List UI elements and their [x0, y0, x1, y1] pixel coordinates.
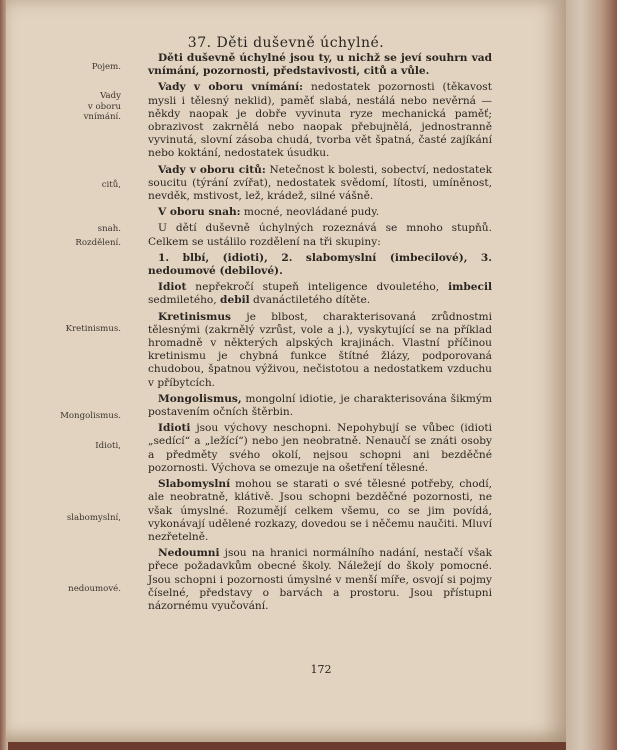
term-debil: debil — [220, 294, 250, 307]
text-slabomyslni: mohou se starati o své tělesné potřeby, chodí, ale neobratně, klátivě. Jsou schopni bezděčné pozornosti, ne však úmyslné. Rozumějí celkem všemu, co se jim povídá, vykonávají udělené rozkazy, dovedou se i něčemu naučiti. Mluví nezřetelně. — [148, 478, 492, 543]
lead-idioti: Idioti — [158, 422, 191, 435]
lead-snah: V oboru snah: — [158, 206, 241, 219]
paragraph-mongolismus — [148, 393, 492, 419]
paragraph-definition: Děti duševně úchylné jsou ty, u nichž se jeví souhrn vad vnímání, pozornosti, představivosti, citů a vůle. — [148, 52, 492, 78]
margin-note-pojem: Pojem. — [91, 62, 121, 72]
text-vady-vnimani: nedostatek pozornosti (těkavost mysli i tělesný neklid), paměť slabá, nestálá nebo nevěrná — někdy naopak je dobře vyvinuta ryze mechanická paměť; obrazivost zakrnělá nebo naopak přebujnělá, jednostranně vyvinutá, slovní zásoba chudá, tvorba vět špatná, časté zajíkání nebo koktání, nedostatek úsudku. — [148, 81, 492, 160]
term-imbecil: imbecil — [448, 281, 492, 294]
text-nedoumni: jsou na hranici normálního nadání, nestačí však přece požadavkům obecné školy. Náležejí do školy pomocné. Jsou schopni i pozornosti úmyslné v menší míře, osvojí si pojmy číselné, představy o barvách a prostoru. Jsou přístupni názornému vyučování. — [148, 547, 492, 612]
text-idioti: jsou výchovy neschopni. Nepohybují se vůbec (idioti „sedící“ a „ležící“) nebo jen neobratně. Nenaučí se znáti osoby a předměty svého okolí, nejsou schopni ani bezděčné pozornosti. Výchova se omezuje na ošetření tělesné. — [148, 422, 492, 474]
text-inteligence-c: dvanáctiletého dítěte. — [249, 294, 371, 307]
book-fore-edge — [566, 0, 617, 750]
paragraph-vady-vnimani — [148, 81, 492, 160]
margin-note-kretinismus: Kretinismus. — [65, 324, 121, 334]
paragraph-idioti — [148, 422, 492, 475]
paragraph-kretinismus — [148, 311, 492, 390]
text-vady-citu: Netečnost k bolesti, sobectví, nedostatek soucitu (týrání zvířat), nedostatek svědomí, lítosti, umíněnost, nevděk, mstivost, lež, krádež, silné vášně. — [148, 163, 492, 203]
margin-note-idioti: Idioti, — [95, 441, 121, 451]
book-page — [6, 0, 566, 742]
page-number: 172 — [310, 663, 332, 676]
text-kretinismus: je blbost, charakterisovaná zrůdnostmi tělesnými (zakrnělý vzrůst, vole a j.), vyskytující se na příklad hromadně v některých alpských krajinách. Vlastní příčinou kretinismu je chybná funkce štítné žlázy, podporovaná chudobou, špatnou výživou, nečistotou a nedostatkem vzduchu v příbytcích. — [148, 310, 492, 389]
text-inteligence-b: sedmiletého, — [148, 294, 221, 307]
margin-note-citu: citů, — [101, 180, 121, 190]
body-text — [148, 52, 492, 616]
lead-vady-citu: Vady v oboru citů: — [158, 163, 266, 176]
margin-note-snah: snah. — [97, 224, 121, 234]
text-snah: mocné, neovládané pudy. — [240, 206, 380, 219]
term-idiot: Idiot — [158, 281, 187, 294]
paragraph-vady-citu — [148, 164, 492, 204]
paragraph-inteligence — [148, 281, 492, 307]
lead-mongolismus: Mongolismus, — [158, 392, 242, 405]
text-mongolismus: mongolní idiotie, je charakterisována šikmým postavením očních štěrbin. — [148, 392, 492, 419]
margin-note-vady-vnimani: Vady v oboru vnímání. — [83, 91, 121, 122]
text-inteligence-a: nepřekročí stupeň inteligence dvouletého, — [186, 281, 449, 294]
paragraph-rozdeleni: U dětí duševně úchylných rozeznává se mnoho stupňů. Celkem se ustálilo rozdělení na tři skupiny: — [148, 222, 492, 248]
paragraph-nedoumni — [148, 547, 492, 613]
lead-slabomyslni: Slabomyslní — [158, 478, 231, 491]
margin-note-rozdeleni: Rozdělení. — [75, 238, 121, 248]
paragraph-slabomyslni — [148, 478, 492, 544]
lead-kretinismus: Kretinismus — [158, 310, 232, 323]
margin-note-nedoumove: nedoumové. — [68, 584, 121, 594]
lead-nedoumni: Nedoumni — [158, 547, 220, 560]
margin-note-mongolismus: Mongolismus. — [60, 411, 121, 421]
paragraph-snah — [148, 206, 492, 219]
lead-vady-vnimani: Vady v oboru vnímání: — [158, 81, 304, 94]
section-heading: 37. Děti duševně úchylné. — [187, 35, 385, 51]
paragraph-groups: 1. blbí, (idioti), 2. slabomyslní (imbecilové), 3. nedoumové (debilové). — [148, 251, 492, 278]
margin-note-slabomyslni: slabomyslní, — [66, 513, 121, 523]
